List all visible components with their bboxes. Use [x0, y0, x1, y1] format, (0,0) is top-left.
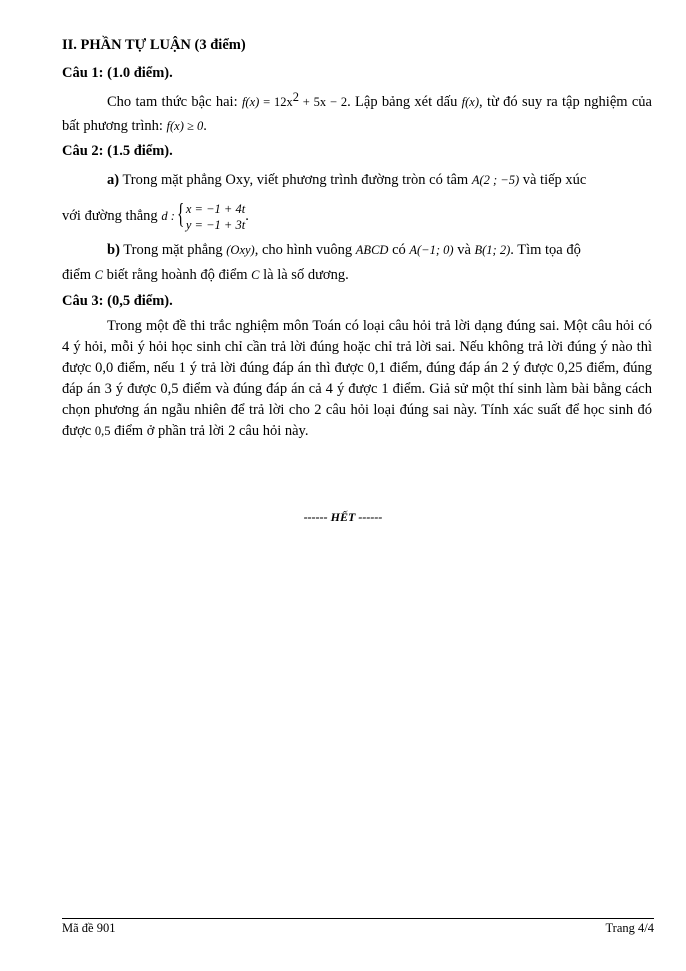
q2b-abcd: ABCD: [355, 243, 389, 257]
q2b-point-c: C: [94, 268, 103, 282]
q2b-point-a: A(−1; 0): [409, 243, 454, 257]
q2a-text-4: .: [245, 208, 249, 224]
footer-divider: [62, 918, 654, 919]
q1-body: [62, 90, 652, 138]
q1-text-3: , từ đó suy ra tập nghiệm của bất phương trình:: [62, 94, 652, 134]
system-row-x: x = −1 + 4t: [185, 201, 246, 216]
q2b-oxy: (Oxy): [226, 243, 255, 257]
q3-value: 0,5: [94, 424, 111, 438]
q1-eq-rest: + 5x − 2: [298, 95, 348, 109]
q3-text-2: điểm ở phần trả lời 2 câu hỏi này.: [110, 423, 309, 439]
q2a-label: a): [107, 172, 120, 188]
q3-body: [62, 316, 652, 442]
q1-text-1: Cho tam thức bậc hai:: [107, 94, 242, 110]
q2a-text-3: với đường thẳng: [62, 208, 162, 224]
q2a-line-d: d :: [161, 209, 175, 223]
q2b-text-6: điểm: [62, 267, 95, 283]
q1-text-2: . Lập bảng xét dấu: [347, 94, 462, 110]
page-number: Trang 4/4: [605, 921, 654, 935]
q2b-text-3: có: [388, 242, 410, 258]
q2-heading: Câu 2: (1.5 điểm).: [62, 143, 173, 159]
q2a-line2: [62, 198, 652, 234]
q2a-point: A(2 ; −5): [471, 173, 520, 187]
q2b-text-1: Trong mặt phẳng: [119, 242, 227, 258]
q2b-point-b: B(1; 2): [474, 243, 511, 257]
exam-code: Mã đề 901: [62, 921, 116, 935]
system-row-y: y = −1 + 3t: [185, 217, 246, 232]
q2a-line1: [62, 169, 652, 191]
q2b-text-7: biết rằng hoành độ điểm: [102, 267, 252, 283]
q2b-label: b): [107, 242, 120, 258]
q1-eq: = 12x: [259, 95, 293, 109]
q1-inequality: f(x) ≥ 0: [166, 119, 204, 133]
q1-exp: 2: [292, 90, 299, 104]
brace-icon: {: [176, 198, 185, 230]
q2a-text-2: và tiếp xúc: [519, 172, 587, 188]
section-title: II. PHẦN TỰ LUẬN (3 điểm): [62, 37, 246, 53]
q1-heading: Câu 1: (1.0 điểm).: [62, 65, 173, 81]
q1-fx: f: [241, 95, 246, 109]
q3-heading: Câu 3: (0,5 điểm).: [62, 293, 173, 309]
q1-fx-arg: (x): [245, 95, 260, 109]
end-mark: ------ HẾT ------: [303, 510, 383, 524]
q2b-text-4: và: [453, 242, 475, 258]
q2b-body: [62, 238, 652, 288]
q2a-text-1: Trong mặt phẳng Oxy, viết phương trình đường tròn có tâm: [119, 172, 472, 188]
q2b-text-5: . Tìm tọa độ: [510, 242, 581, 258]
q2a-system: [176, 198, 246, 233]
q3-text-1: Trong một đề thi trắc nghiệm môn Toán có loại câu hỏi trả lời dạng đúng sai. Một câu hỏi có 4 ý hỏi, mỗi ý hỏi học sinh chỉ cần trả lời đúng hoặc chỉ trả lời sai. Nếu không trả lời đúng ý nào thì được 0,0 điểm, nếu 1 ý trả lời đúng đáp án thì được 0,1 điểm, đúng đáp án 2 ý được 0,25 điểm, đúng đáp án 3 ý được 0,5 điểm và đúng đáp án cả 4 ý được 1 điểm. Giả sử một thí sinh làm bài bằng cách chọn phương án ngẫu nhiên để trả lời cho 2 câu hỏi loại đúng sai này. Tính xác suất để học sinh đó được: [62, 318, 652, 439]
q2b-text-8: là là số dương.: [259, 267, 349, 283]
q1-fx2: f(x): [461, 95, 480, 109]
q2b-point-c-2: C: [251, 268, 260, 282]
q2b-text-2: , cho hình vuông: [254, 242, 356, 258]
q1-text-4: .: [203, 118, 207, 134]
